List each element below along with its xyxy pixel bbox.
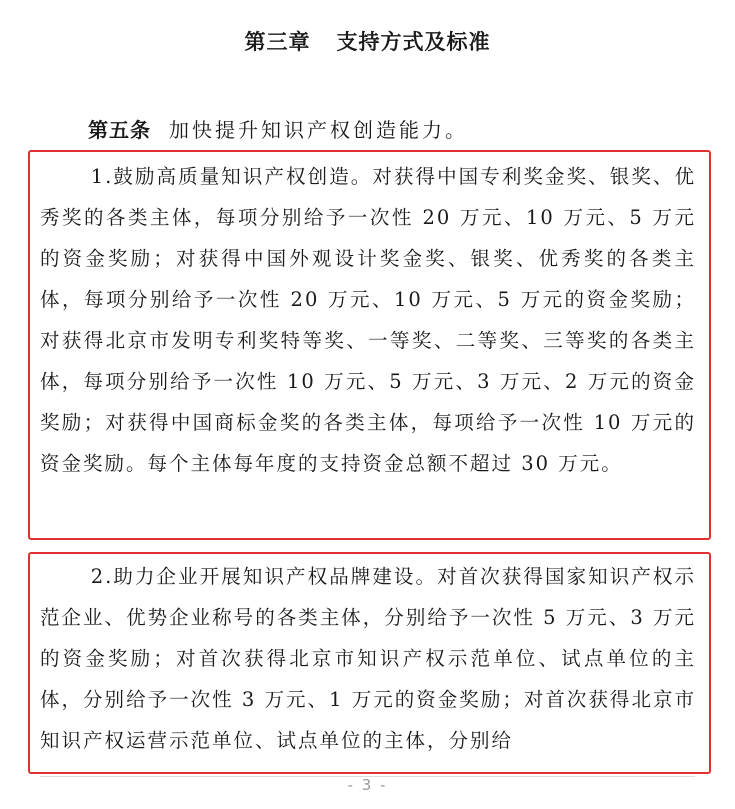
page-number: - 3 - <box>347 776 388 794</box>
chapter-heading <box>0 26 735 56</box>
article-number: 第五条 <box>88 118 151 142</box>
chapter-number: 第三章 <box>244 30 311 54</box>
article-title: 加快提升知识产权创造能力。 <box>169 118 468 142</box>
article-heading <box>88 114 468 143</box>
paragraph-1: 1.鼓励高质量知识产权创造。对获得中国专利奖金奖、银奖、优秀奖的各类主体，每项分别给予一次性 20 万元、10 万元、5 万元的资金奖励；对获得中国外观设计奖金奖、银奖、优秀奖的各类主体，每项分别给予一次性 20 万元、10 万元、5 万元的资金奖励；对获得北京市发明专利奖特等奖、一等奖、二等奖、三等奖的各类主体，每项分别给予一次性 10 万元、5 万元、3 万元、2 万元的资金奖励；对获得中国商标金奖的各类主体，每项给予一次性 10 万元的资金奖励。每个主体每年度的支持资金总额不超过 30 万元。 <box>40 165 696 475</box>
paragraph-2: 2.助力企业开展知识产权品牌建设。对首次获得国家知识产权示范企业、优势企业称号的各类主体，分别给予一次性 5 万元、3 万元的资金奖励；对首次获得北京市知识产权示范单位、试点单位的主体，分别给予一次性 3 万元、1 万元的资金奖励；对首次获得北京市知识产权运营示范单位、试点单位的主体，分别给 <box>40 565 696 752</box>
chapter-title: 支持方式及标准 <box>336 30 491 54</box>
